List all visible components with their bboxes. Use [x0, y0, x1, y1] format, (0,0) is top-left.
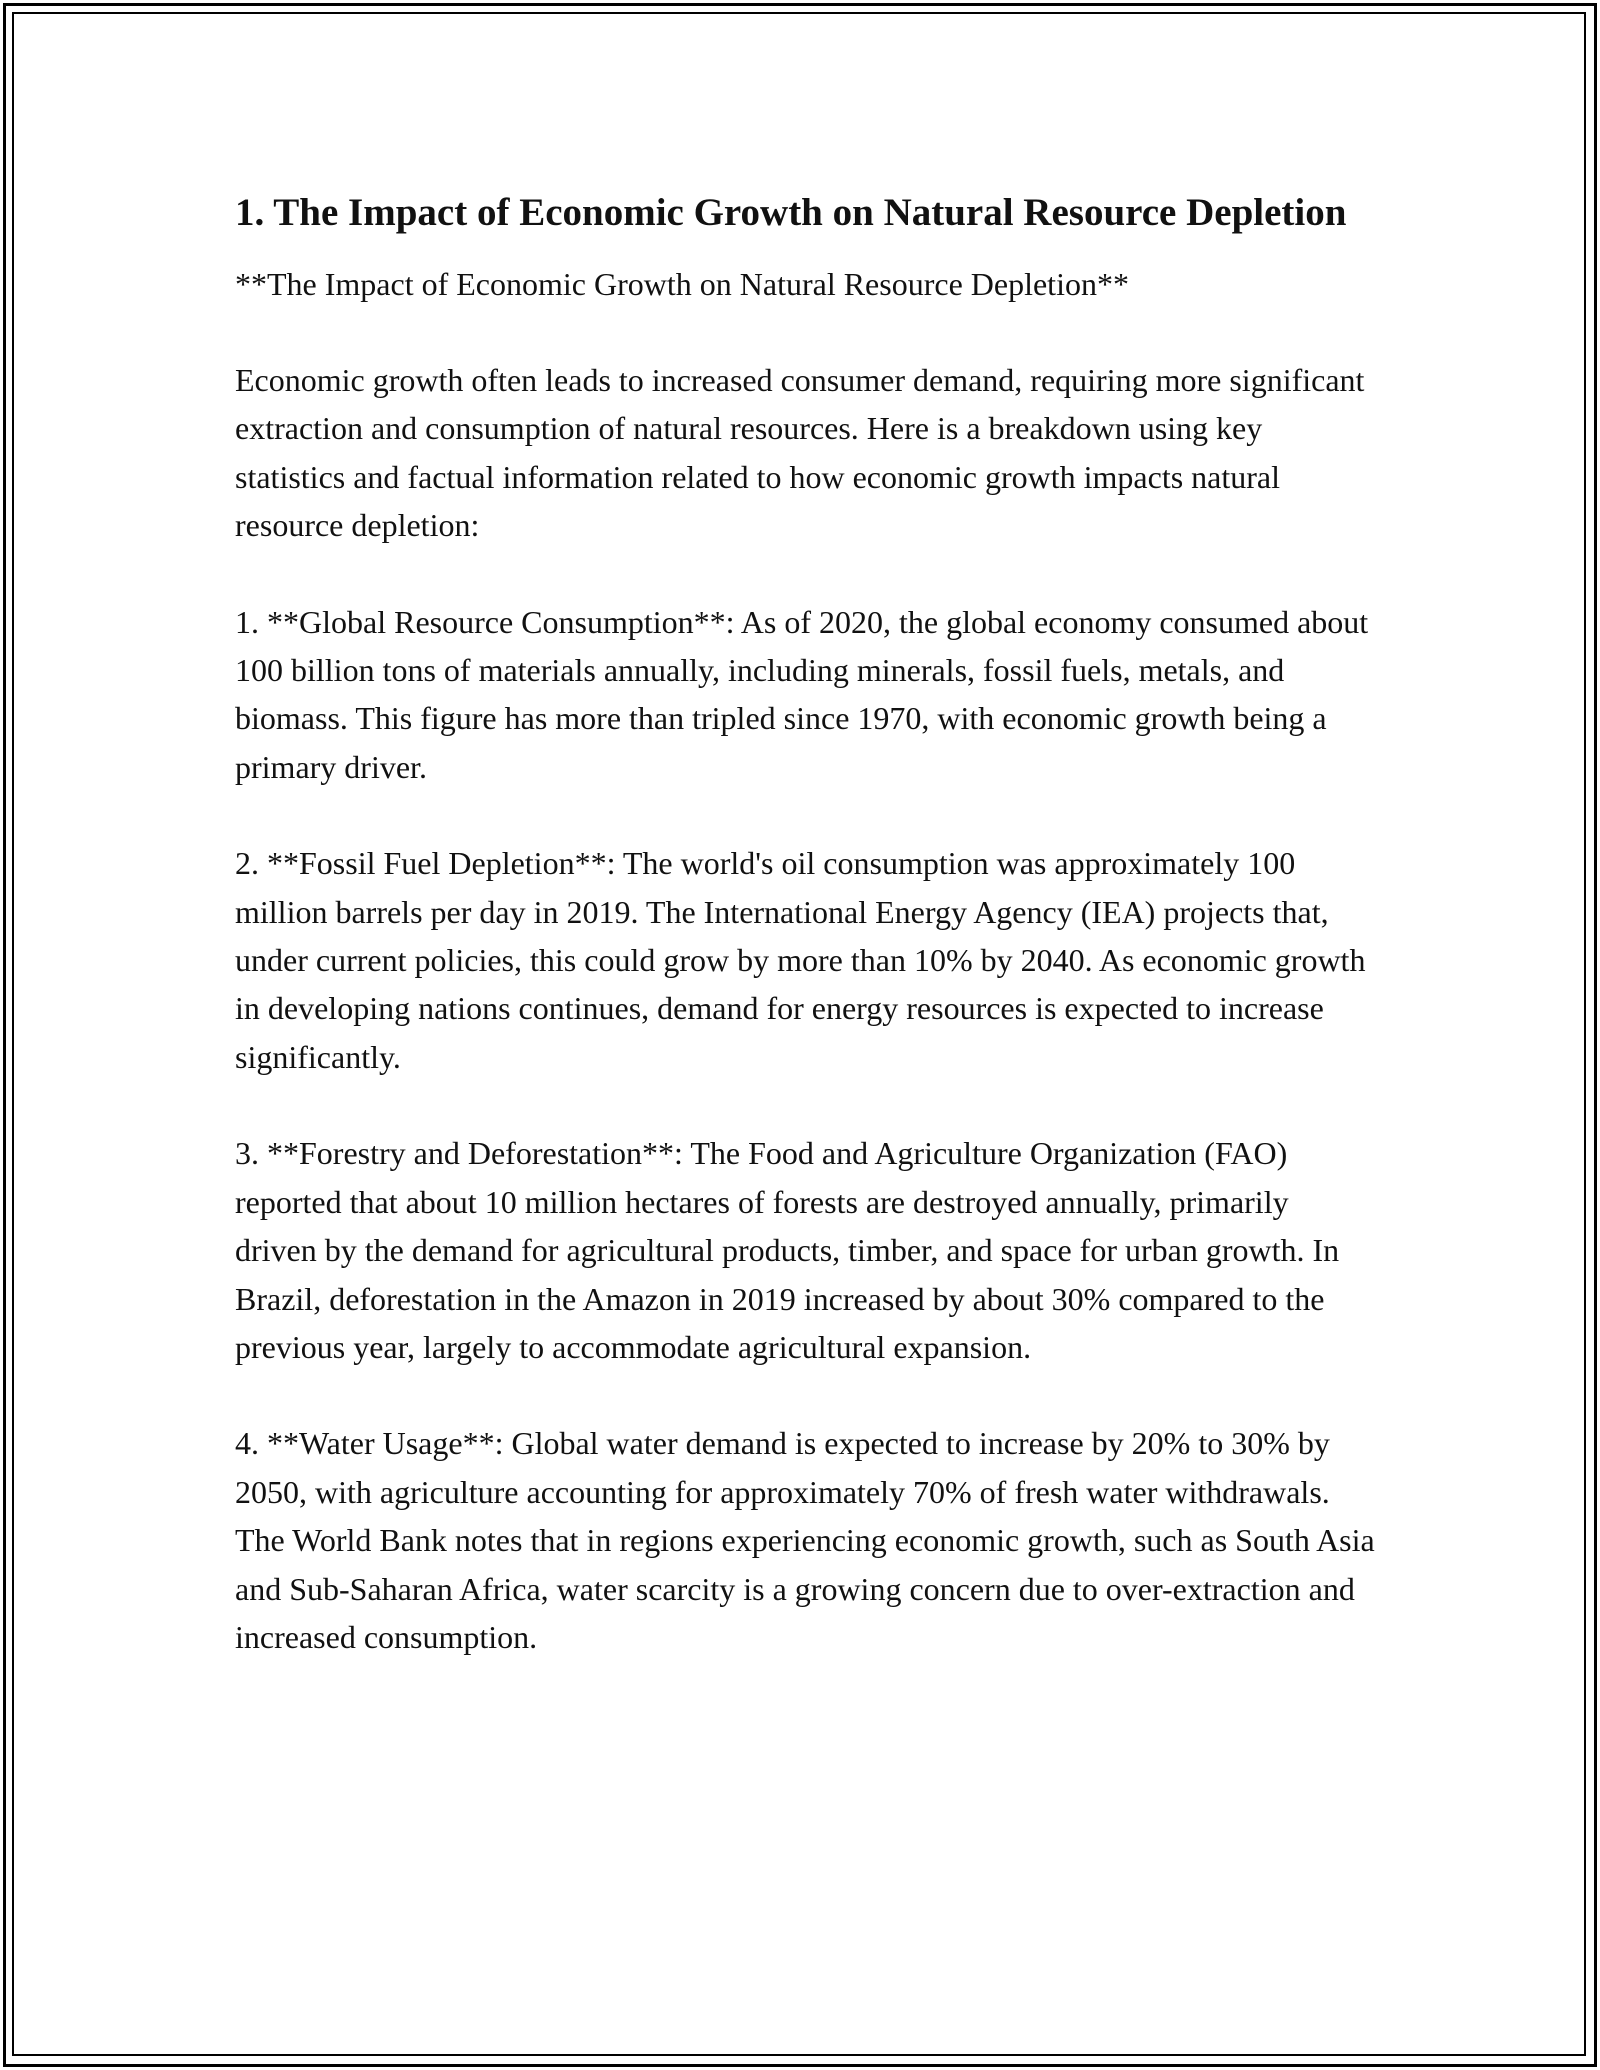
paragraph-fossil-fuel-depletion: 2. **Fossil Fuel Depletion**: The world's oil consumption was approximately 100 million barrels per day in 2019. The International Energy Agency (IEA) projects that, under current policies, this could grow by more than 10% by 2040. As economic growth in developing nations continues, demand for energy resources is expected to increase significantly. [235, 845, 1366, 1075]
document-body [235, 185, 1375, 1661]
paragraph-global-resource-consumption: 1. **Global Resource Consumption**: As of 2020, the global economy consumed about 100 billion tons of materials annually, including minerals, fossil fuels, metals, and biomass. This figure has more than tripled since 1970, with economic growth being a primary driver. [235, 603, 1369, 785]
intro-paragraph: Economic growth often leads to increased consumer demand, requiring more significant extraction and consumption of natural resources. Here is a breakdown using key statistics and factual information related to how economic growth impacts natural resource depletion: [235, 362, 1365, 544]
document-title: 1. The Impact of Economic Growth on Natural Resource Depletion [235, 191, 1347, 234]
paragraph-forestry-deforestation: 3. **Forestry and Deforestation**: The Food and Agriculture Organization (FAO) reported that about 10 million hectares of forests are destroyed annually, primarily driven by the demand for agricultural products, timber, and space for urban growth. In Brazil, deforestation in the Amazon in 2019 increased by about 30% compared to the previous year, largely to accommodate agricultural expansion. [235, 1135, 1340, 1365]
paragraph-water-usage: 4. **Water Usage**: Global water demand is expected to increase by 20% to 30% by 2050, with agriculture accounting for approximately 70% of fresh water withdrawals. The World Bank notes that in regions experiencing economic growth, such as South Asia and Sub-Saharan Africa, water scarcity is a growing concern due to over-extraction and increased consumption. [235, 1425, 1375, 1655]
document-subtitle: **The Impact of Economic Growth on Natural Resource Depletion** [235, 266, 1129, 302]
